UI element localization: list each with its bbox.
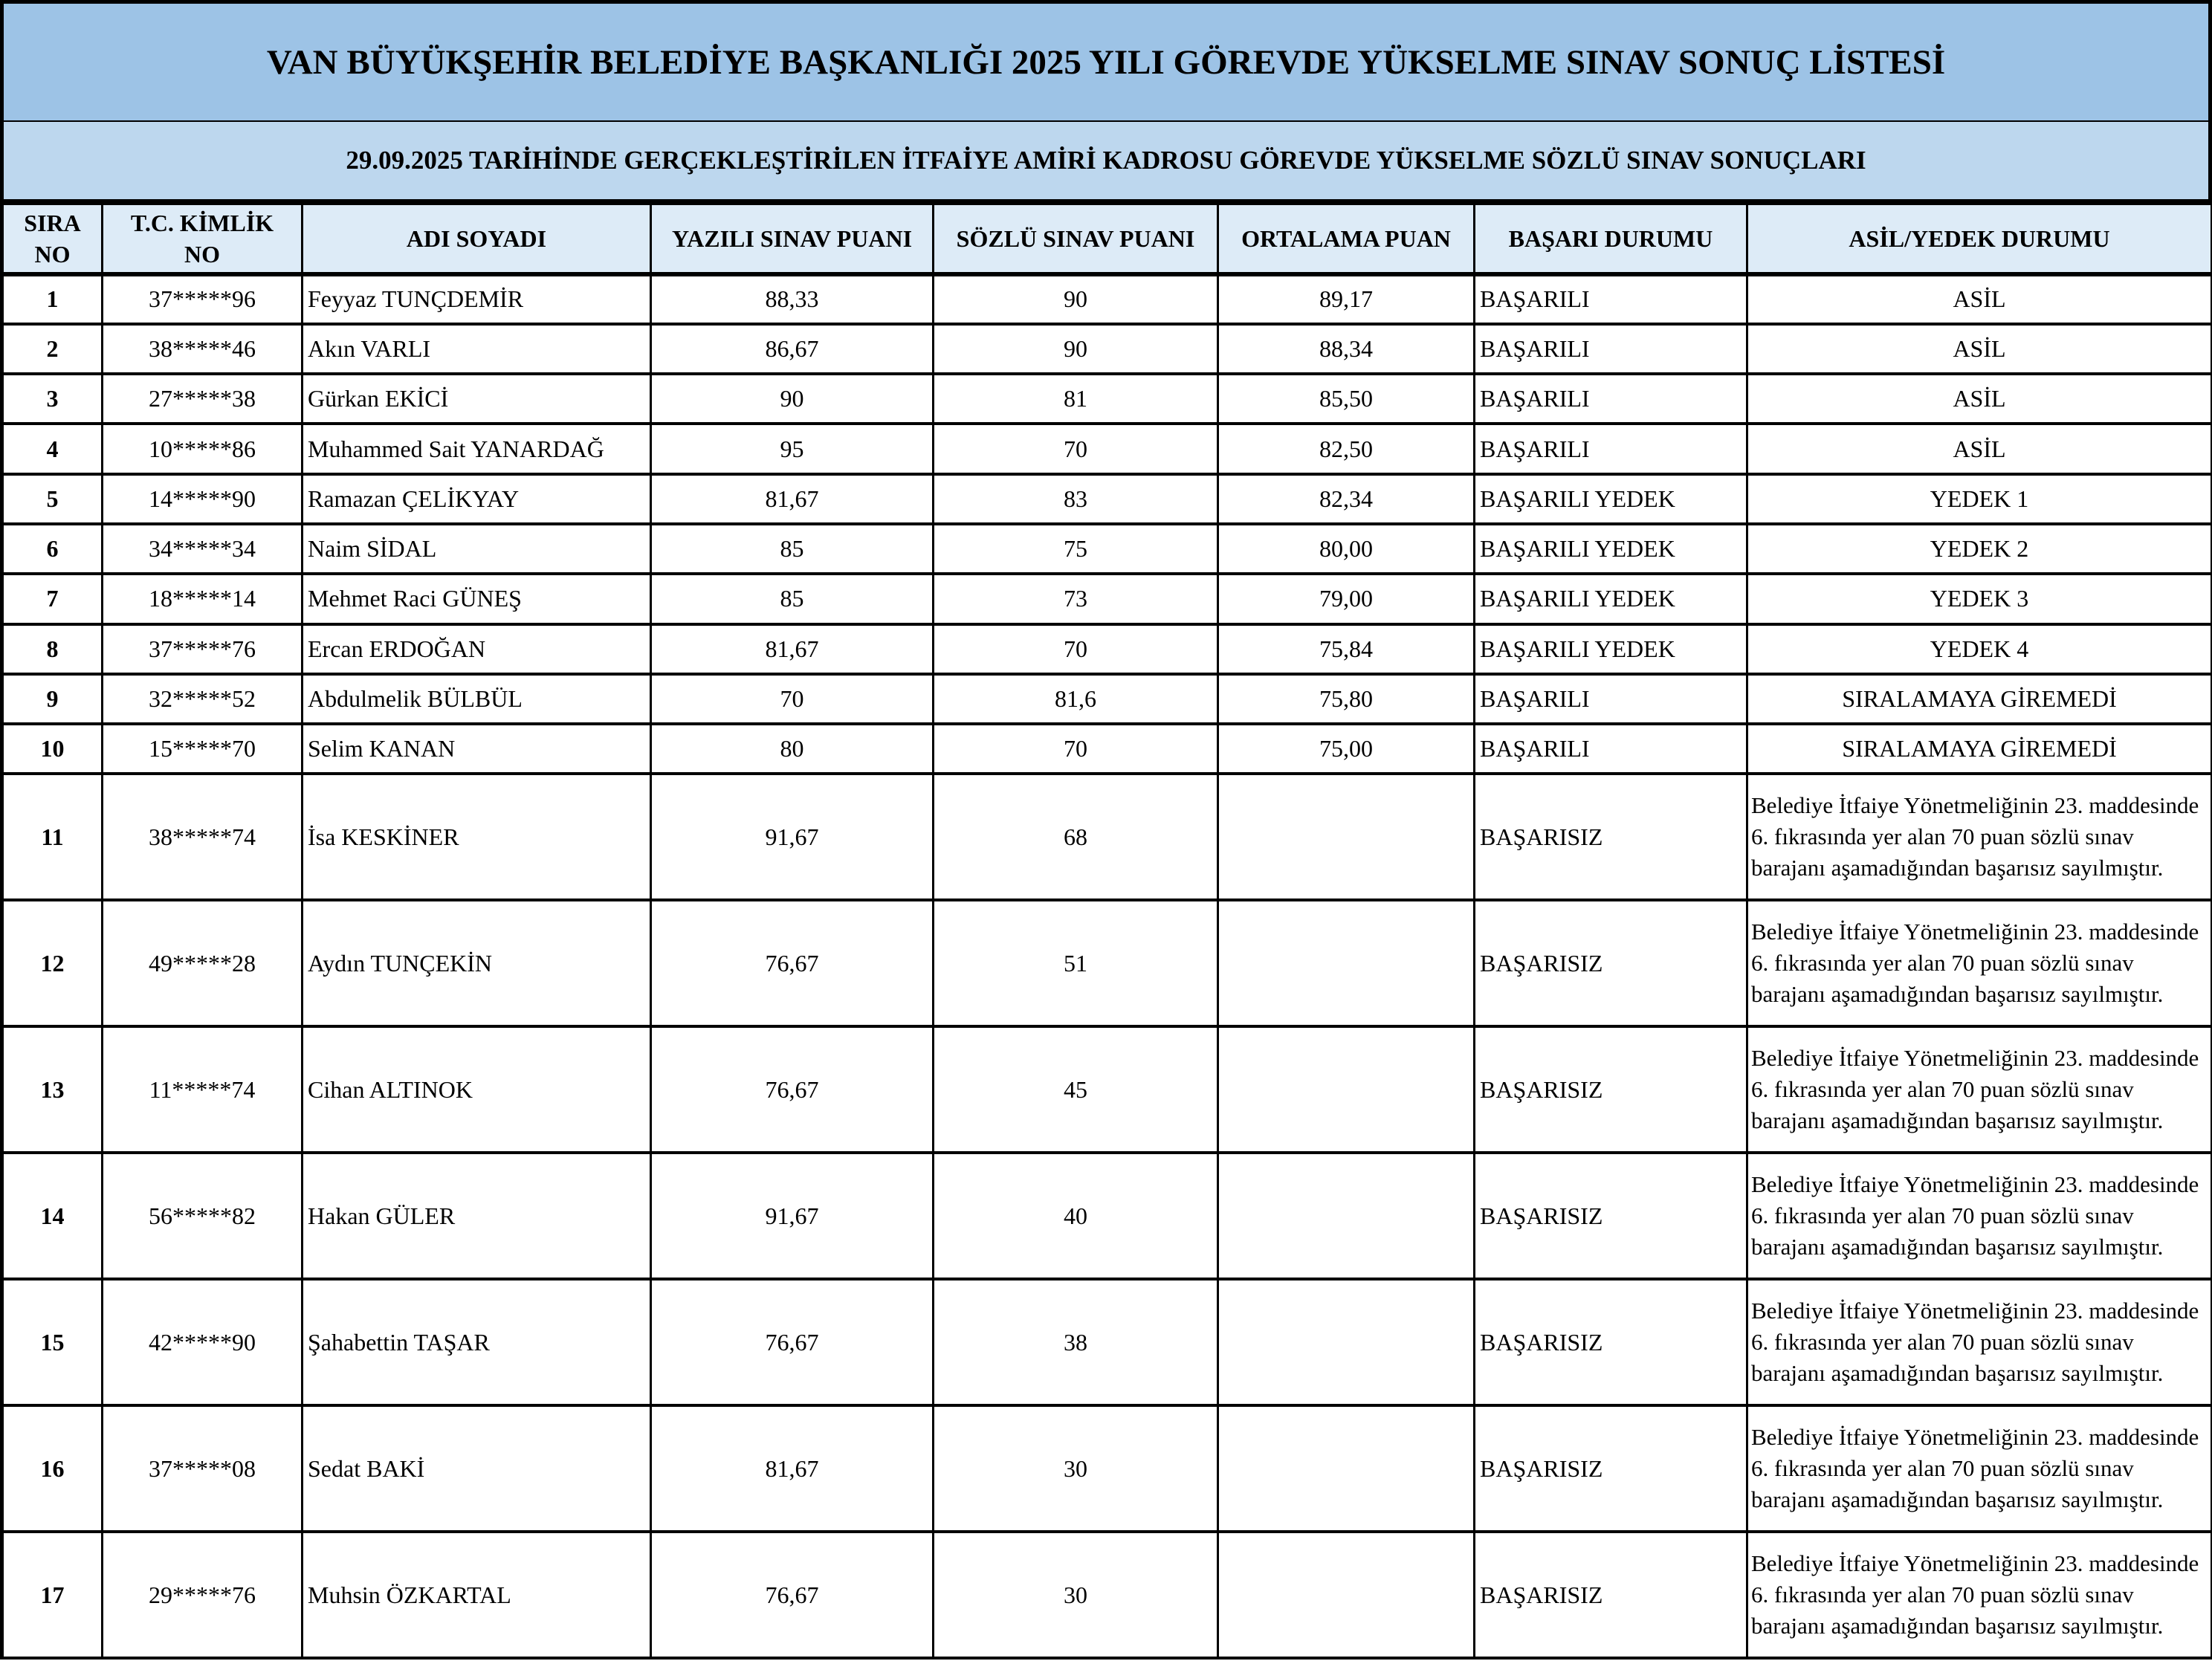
cell-written-score: 95: [651, 424, 934, 473]
table-row: [2, 424, 2212, 473]
cell-oral-score: 70: [934, 624, 1218, 674]
header-success-status: BAŞARI DURUMU: [1475, 204, 1747, 274]
cell-average-score: [1218, 1532, 1475, 1658]
cell-name: Hakan GÜLER: [303, 1153, 651, 1279]
cell-oral-score: 90: [934, 324, 1218, 374]
cell-success-status: BAŞARILI: [1475, 274, 1747, 324]
table-row: [2, 524, 2212, 574]
cell-written-score: 81,67: [651, 624, 934, 674]
header-sira-no-line2: NO: [34, 240, 71, 268]
cell-tc-kimlik: 15*****70: [103, 724, 303, 774]
cell-written-score: 76,67: [651, 900, 934, 1026]
cell-written-score: 91,67: [651, 774, 934, 900]
cell-oral-score: 70: [934, 424, 1218, 473]
cell-average-score: [1218, 900, 1475, 1026]
cell-average-score: 79,00: [1218, 574, 1475, 624]
cell-tc-kimlik: 56*****82: [103, 1153, 303, 1279]
title-band: [0, 0, 2212, 124]
cell-success-status: BAŞARILI: [1475, 374, 1747, 424]
header-name: ADI SOYADI: [303, 204, 651, 274]
cell-name: Feyyaz TUNÇDEMİR: [303, 274, 651, 324]
cell-oral-score: 38: [934, 1279, 1218, 1405]
cell-name: Akın VARLI: [303, 324, 651, 374]
cell-average-score: [1218, 1279, 1475, 1405]
cell-name: Muhammed Sait YANARDAĞ: [303, 424, 651, 473]
cell-success-status: BAŞARILI YEDEK: [1475, 474, 1747, 524]
cell-success-status: BAŞARISIZ: [1475, 1026, 1747, 1153]
cell-name: Muhsin ÖZKARTAL: [303, 1532, 651, 1658]
cell-asil-yedek-status: SIRALAMAYA GİREMEDİ: [1747, 674, 2212, 724]
cell-name: Aydın TUNÇEKİN: [303, 900, 651, 1026]
cell-name: Ercan ERDOĞAN: [303, 624, 651, 674]
cell-asil-yedek-status: YEDEK 4: [1747, 624, 2212, 674]
cell-success-status: BAŞARISIZ: [1475, 900, 1747, 1026]
cell-name: İsa KESKİNER: [303, 774, 651, 900]
cell-tc-kimlik: 27*****38: [103, 374, 303, 424]
cell-average-score: 80,00: [1218, 524, 1475, 574]
cell-oral-score: 30: [934, 1405, 1218, 1532]
cell-name: Selim KANAN: [303, 724, 651, 774]
cell-asil-yedek-status: ASİL: [1747, 324, 2212, 374]
cell-success-status: BAŞARILI: [1475, 324, 1747, 374]
cell-average-score: 82,50: [1218, 424, 1475, 473]
header-average-score: ORTALAMA PUAN: [1218, 204, 1475, 274]
cell-sira-no: 14: [2, 1153, 103, 1279]
cell-name: Cihan ALTINOK: [303, 1026, 651, 1153]
page-subtitle: 29.09.2025 TARİHİNDE GERÇEKLEŞTİRİLEN İTFAİYE AMİRİ KADROSU GÖREVDE YÜKSELME SÖZLÜ SINAV SONUÇLARI: [346, 146, 1866, 175]
cell-sira-no: 17: [2, 1532, 103, 1658]
cell-sira-no: 1: [2, 274, 103, 324]
table-row: [2, 1532, 2212, 1658]
cell-success-status: BAŞARILI: [1475, 424, 1747, 473]
cell-tc-kimlik: 38*****46: [103, 324, 303, 374]
cell-written-score: 70: [651, 674, 934, 724]
cell-average-score: [1218, 1026, 1475, 1153]
cell-average-score: 88,34: [1218, 324, 1475, 374]
cell-asil-yedek-status: YEDEK 2: [1747, 524, 2212, 574]
table-header-row: [2, 204, 2212, 274]
cell-sira-no: 5: [2, 474, 103, 524]
cell-sira-no: 13: [2, 1026, 103, 1153]
table-row: [2, 1153, 2212, 1279]
cell-average-score: 75,84: [1218, 624, 1475, 674]
cell-asil-yedek-status: ASİL: [1747, 274, 2212, 324]
table-row: [2, 724, 2212, 774]
cell-written-score: 90: [651, 374, 934, 424]
table-row: [2, 374, 2212, 424]
page-title: VAN BÜYÜKŞEHİR BELEDİYE BAŞKANLIĞI 2025 YILI GÖREVDE YÜKSELME SINAV SONUÇ LİSTESİ: [266, 42, 1946, 82]
header-sira-no: [2, 204, 103, 274]
cell-asil-yedek-status: SIRALAMAYA GİREMEDİ: [1747, 724, 2212, 774]
cell-success-status: BAŞARILI YEDEK: [1475, 574, 1747, 624]
cell-asil-yedek-status: Belediye İtfaiye Yönetmeliğinin 23. maddesinde 6. fıkrasında yer alan 70 puan sözlü sınav barajanı aşamadığından başarısız sayılmıştır.: [1747, 900, 2212, 1026]
cell-success-status: BAŞARILI: [1475, 724, 1747, 774]
table-row: [2, 674, 2212, 724]
cell-asil-yedek-status: Belediye İtfaiye Yönetmeliğinin 23. maddesinde 6. fıkrasında yer alan 70 puan sözlü sınav barajanı aşamadığından başarısız sayılmıştır.: [1747, 1026, 2212, 1153]
cell-tc-kimlik: 49*****28: [103, 900, 303, 1026]
cell-asil-yedek-status: YEDEK 3: [1747, 574, 2212, 624]
cell-oral-score: 30: [934, 1532, 1218, 1658]
table-row: [2, 1405, 2212, 1532]
cell-success-status: BAŞARILI YEDEK: [1475, 624, 1747, 674]
cell-written-score: 81,67: [651, 1405, 934, 1532]
cell-average-score: 89,17: [1218, 274, 1475, 324]
cell-success-status: BAŞARISIZ: [1475, 1405, 1747, 1532]
cell-written-score: 85: [651, 524, 934, 574]
cell-average-score: [1218, 1153, 1475, 1279]
header-sira-no-line1: SIRA: [24, 209, 81, 236]
table-body: [2, 274, 2212, 1659]
cell-name: Şahabettin TAŞAR: [303, 1279, 651, 1405]
cell-sira-no: 9: [2, 674, 103, 724]
cell-oral-score: 75: [934, 524, 1218, 574]
cell-written-score: 76,67: [651, 1279, 934, 1405]
cell-written-score: 88,33: [651, 274, 934, 324]
cell-oral-score: 73: [934, 574, 1218, 624]
header-oral-score: SÖZLÜ SINAV PUANI: [934, 204, 1218, 274]
cell-name: Naim SİDAL: [303, 524, 651, 574]
cell-oral-score: 40: [934, 1153, 1218, 1279]
cell-written-score: 80: [651, 724, 934, 774]
table-row: [2, 1026, 2212, 1153]
cell-asil-yedek-status: Belediye İtfaiye Yönetmeliğinin 23. maddesinde 6. fıkrasında yer alan 70 puan sözlü sınav barajanı aşamadığından başarısız sayılmıştır.: [1747, 1279, 2212, 1405]
cell-sira-no: 2: [2, 324, 103, 374]
cell-written-score: 76,67: [651, 1532, 934, 1658]
cell-sira-no: 4: [2, 424, 103, 473]
cell-oral-score: 90: [934, 274, 1218, 324]
cell-name: Ramazan ÇELİKYAY: [303, 474, 651, 524]
cell-written-score: 85: [651, 574, 934, 624]
cell-tc-kimlik: 38*****74: [103, 774, 303, 900]
cell-sira-no: 7: [2, 574, 103, 624]
cell-tc-kimlik: 42*****90: [103, 1279, 303, 1405]
table-row: [2, 1279, 2212, 1405]
header-tc-line2: NO: [184, 240, 220, 268]
cell-tc-kimlik: 32*****52: [103, 674, 303, 724]
header-written-score: YAZILI SINAV PUANI: [651, 204, 934, 274]
cell-sira-no: 16: [2, 1405, 103, 1532]
subtitle-band: [0, 122, 2212, 204]
cell-tc-kimlik: 37*****08: [103, 1405, 303, 1532]
cell-sira-no: 3: [2, 374, 103, 424]
cell-tc-kimlik: 37*****76: [103, 624, 303, 674]
table-row: [2, 900, 2212, 1026]
cell-success-status: BAŞARISIZ: [1475, 1279, 1747, 1405]
cell-name: Mehmet Raci GÜNEŞ: [303, 574, 651, 624]
cell-name: Sedat BAKİ: [303, 1405, 651, 1532]
cell-average-score: [1218, 774, 1475, 900]
table-row: [2, 774, 2212, 900]
cell-average-score: 75,00: [1218, 724, 1475, 774]
cell-tc-kimlik: 11*****74: [103, 1026, 303, 1153]
cell-tc-kimlik: 18*****14: [103, 574, 303, 624]
cell-asil-yedek-status: Belediye İtfaiye Yönetmeliğinin 23. maddesinde 6. fıkrasında yer alan 70 puan sözlü sınav barajanı aşamadığından başarısız sayılmıştır.: [1747, 1405, 2212, 1532]
cell-asil-yedek-status: Belediye İtfaiye Yönetmeliğinin 23. maddesinde 6. fıkrasında yer alan 70 puan sözlü sınav barajanı aşamadığından başarısız sayılmıştır.: [1747, 1532, 2212, 1658]
cell-asil-yedek-status: ASİL: [1747, 424, 2212, 473]
cell-success-status: BAŞARISIZ: [1475, 1153, 1747, 1279]
header-asil-yedek-status: ASİL/YEDEK DURUMU: [1747, 204, 2212, 274]
cell-average-score: 82,34: [1218, 474, 1475, 524]
cell-name: Gürkan EKİCİ: [303, 374, 651, 424]
cell-written-score: 86,67: [651, 324, 934, 374]
cell-sira-no: 8: [2, 624, 103, 674]
cell-oral-score: 81,6: [934, 674, 1218, 724]
cell-oral-score: 45: [934, 1026, 1218, 1153]
cell-written-score: 76,67: [651, 1026, 934, 1153]
cell-sira-no: 10: [2, 724, 103, 774]
cell-tc-kimlik: 37*****96: [103, 274, 303, 324]
cell-success-status: BAŞARILI YEDEK: [1475, 524, 1747, 574]
cell-oral-score: 51: [934, 900, 1218, 1026]
cell-written-score: 81,67: [651, 474, 934, 524]
cell-oral-score: 68: [934, 774, 1218, 900]
cell-asil-yedek-status: Belediye İtfaiye Yönetmeliğinin 23. maddesinde 6. fıkrasında yer alan 70 puan sözlü sınav barajanı aşamadığından başarısız sayılmıştır.: [1747, 1153, 2212, 1279]
cell-oral-score: 70: [934, 724, 1218, 774]
cell-name: Abdulmelik BÜLBÜL: [303, 674, 651, 724]
results-table: [0, 203, 2212, 1660]
cell-sira-no: 15: [2, 1279, 103, 1405]
cell-tc-kimlik: 10*****86: [103, 424, 303, 473]
cell-average-score: [1218, 1405, 1475, 1532]
cell-oral-score: 81: [934, 374, 1218, 424]
cell-success-status: BAŞARISIZ: [1475, 774, 1747, 900]
cell-sira-no: 6: [2, 524, 103, 574]
table-row: [2, 624, 2212, 674]
cell-written-score: 91,67: [651, 1153, 934, 1279]
cell-tc-kimlik: 29*****76: [103, 1532, 303, 1658]
table-row: [2, 574, 2212, 624]
cell-sira-no: 11: [2, 774, 103, 900]
table-row: [2, 274, 2212, 324]
table-row: [2, 324, 2212, 374]
cell-tc-kimlik: 14*****90: [103, 474, 303, 524]
cell-asil-yedek-status: ASİL: [1747, 374, 2212, 424]
cell-asil-yedek-status: YEDEK 1: [1747, 474, 2212, 524]
cell-tc-kimlik: 34*****34: [103, 524, 303, 574]
header-tc-line1: T.C. KİMLİK: [130, 209, 274, 236]
table-row: [2, 474, 2212, 524]
header-tc-kimlik-no: [103, 204, 303, 274]
cell-oral-score: 83: [934, 474, 1218, 524]
cell-sira-no: 12: [2, 900, 103, 1026]
cell-success-status: BAŞARISIZ: [1475, 1532, 1747, 1658]
cell-average-score: 85,50: [1218, 374, 1475, 424]
cell-success-status: BAŞARILI: [1475, 674, 1747, 724]
cell-average-score: 75,80: [1218, 674, 1475, 724]
cell-asil-yedek-status: Belediye İtfaiye Yönetmeliğinin 23. maddesinde 6. fıkrasında yer alan 70 puan sözlü sınav barajanı aşamadığından başarısız sayılmıştır.: [1747, 774, 2212, 900]
